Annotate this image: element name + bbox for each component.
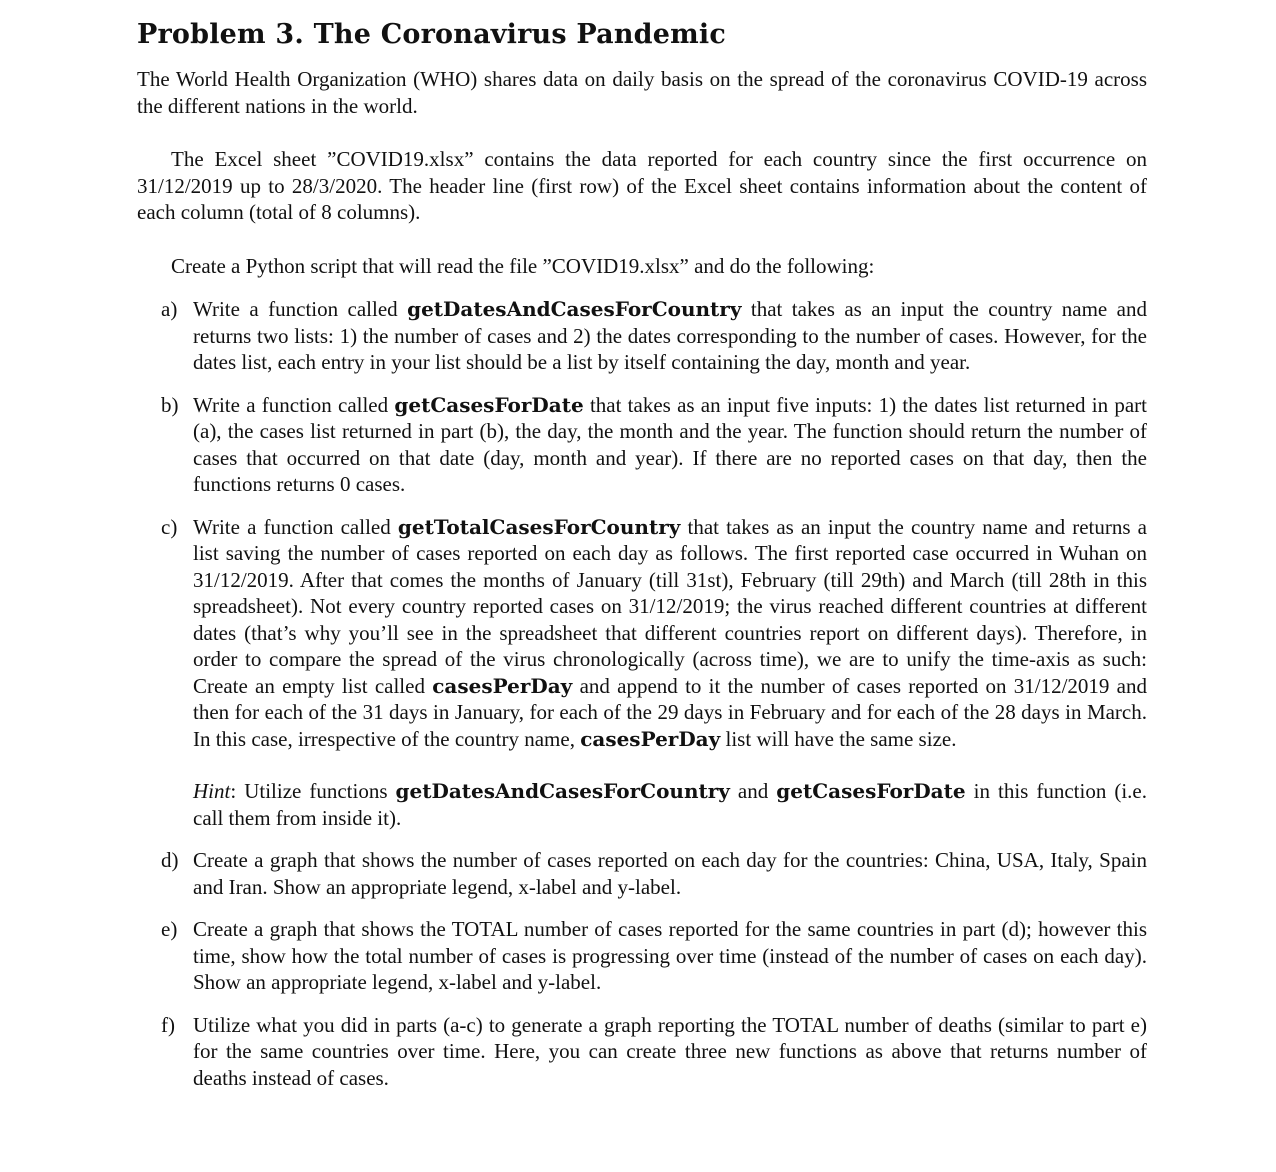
part-a-post: that takes as an input the country name and returns two lists: 1) the number of cases and 2) the dates corresponding to the number of cases. However, for the dates list, each entry in your list should be a list by itself containing the day, month and year. bbox=[193, 297, 1147, 374]
part-e bbox=[137, 916, 1147, 996]
document-body bbox=[137, 66, 1147, 1091]
excel-paragraph: The Excel sheet ”COVID19.xlsx” contains the data reported for each country since the first occurrence on 31/12/2019 up to 28/3/2020. The header line (first row) of the Excel sheet contains information about the content of each column (total of 8 columns). bbox=[137, 147, 1147, 224]
part-b-marker: b) bbox=[161, 392, 179, 417]
task-intro-paragraph: Create a Python script that will read the file ”COVID19.xlsx” and do the following: bbox=[171, 253, 875, 278]
part-b-post: that takes as an input five inputs: 1) the dates list returned in part (a), the cases list returned in part (b), the day, the month and the year. The function should return the number of cases that occurred on that date (day, month and year). If there are no reported cases on that day, then the functions returns 0 cases. bbox=[193, 392, 1147, 496]
part-d-text: Create a graph that shows the number of cases reported on each day for the countries: China, USA, Italy, Spain and Iran. Show an appropriate legend, x-label and y-label. bbox=[193, 848, 1147, 899]
part-d bbox=[137, 847, 1147, 900]
hint-and: and bbox=[729, 779, 777, 803]
part-c bbox=[137, 514, 1147, 832]
part-d-marker: d) bbox=[161, 848, 179, 872]
part-c-marker: c) bbox=[161, 514, 178, 539]
part-c-mid: that takes as an input the country name and returns a list saving the number of cases reported on each day as follows. The first reported case occurred in Wuhan on 31/12/2019. After that comes the months of January (till 31st), February (till 29th) and March (till 28th in this spreadsheet). Not every country reported cases on 31/12/2019; the virus reached different countries at different dates (that’s why you’ll see in the spreadsheet that different countries report on different days). Therefore, in order to compare the spread of the virus chronologically (across time), we are to unify the time-axis as such: Create an empty list called bbox=[193, 514, 1147, 698]
part-c-mid2: and append to it the number of cases reported on 31/12/2019 and then for each of the 31 days in January, for each of the 29 days in February and for each of the 28 days in March. In this case, irrespective of the country name, bbox=[193, 673, 1147, 751]
fn-getTotalCasesForCountry: getTotalCasesForCountry bbox=[397, 514, 681, 539]
part-f-text: Utilize what you did in parts (a-c) to generate a graph reporting the TOTAL number of deaths (similar to part e) for the same countries over time. Here, you can create three new functions as above that returns number of deaths instead of cases. bbox=[193, 1012, 1147, 1090]
var-casesPerDay: casesPerDay bbox=[432, 673, 573, 698]
var-casesPerDay-2: casesPerDay bbox=[580, 726, 721, 751]
parts-list bbox=[137, 296, 1147, 1091]
fn-getDatesAndCasesForCountry: getDatesAndCasesForCountry bbox=[407, 297, 742, 321]
part-e-text: Create a graph that shows the TOTAL number of cases reported for the same countries in part (d); however this time, show how the total number of cases is progressing over time (instead of the number of cases on each day). Show an appropriate legend, x-label and y-label. bbox=[193, 917, 1147, 994]
hint-fn-getCasesForDate: getCasesForDate bbox=[776, 779, 966, 803]
part-b-pre: Write a function called bbox=[193, 392, 395, 417]
part-a bbox=[137, 296, 1147, 376]
part-c-hint bbox=[193, 778, 1147, 831]
part-b bbox=[137, 392, 1147, 498]
fn-getCasesForDate: getCasesForDate bbox=[394, 392, 584, 417]
part-a-marker: a) bbox=[161, 297, 178, 321]
intro-paragraph: The World Health Organization (WHO) shares data on daily basis on the spread of the coronavirus COVID-19 across the different nations in the world. bbox=[137, 67, 1147, 118]
part-f-marker: f) bbox=[161, 1012, 175, 1037]
part-a-pre: Write a function called bbox=[193, 297, 408, 321]
part-f bbox=[137, 1012, 1147, 1092]
part-c-pre: Write a function called bbox=[193, 514, 398, 539]
hint-label: Hint bbox=[193, 779, 231, 803]
document-page bbox=[137, 18, 1147, 1107]
part-e-marker: e) bbox=[161, 917, 178, 941]
hint-fn-getDatesAndCasesForCountry: getDatesAndCasesForCountry bbox=[395, 779, 730, 803]
hint-pre: : Utilize functions bbox=[230, 779, 396, 803]
problem-title: Problem 3. The Coronavirus Pandemic bbox=[137, 19, 726, 50]
hint-post: in this function (i.e. call them from inside it). bbox=[193, 779, 1147, 830]
part-c-post: list will have the same size. bbox=[720, 726, 957, 751]
